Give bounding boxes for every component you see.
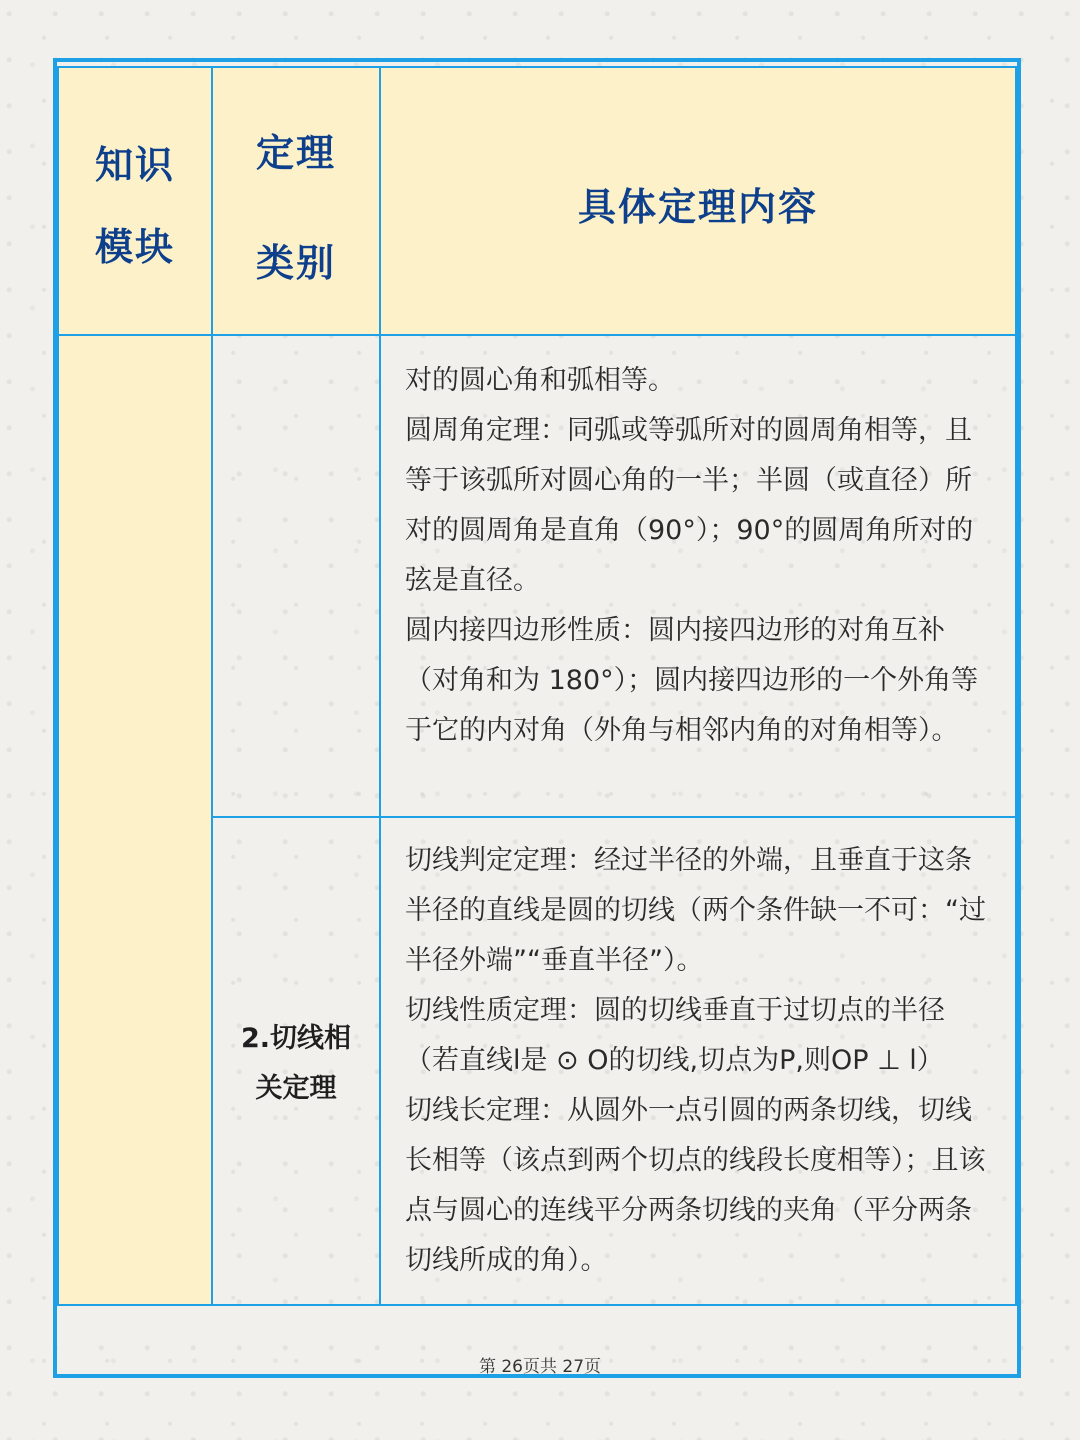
page-number: 第 26页共 27页 [478,1357,602,1377]
row1-paragraph-1: 对的圆心角和弧相等。 [405,365,675,396]
row2-paragraph-3: 切线长定理：从圆外一点引圆的两条切线，切线长相等（该点到两个切点的线段长度相等）；且该点与圆心的连线平分两条切线的夹角（平分两条切线所成的角）。 [405,1095,986,1276]
header-category-line2: 类别 [255,241,336,285]
header-cell-module [57,66,213,336]
header-cell-content [379,66,1017,336]
content-cell-row1 [379,334,1017,818]
header-category-line1: 定理 [255,131,336,175]
module-cell [57,334,213,1306]
row2-category-line1: 2.切线相 [240,1023,352,1054]
content-cell-row2 [379,816,1017,1306]
row2-paragraph-2: 切线性质定理：圆的切线垂直于过切点的半径（若直线l是 ⊙ O的切线,切点为P,则OP ⊥ l） [405,995,945,1076]
row2-content [405,836,993,1286]
theorem-table [57,66,1017,1306]
header-module-line1: 知识 [94,143,175,187]
category-cell-row2 [211,816,381,1306]
header-content-title: 具体定理内容 [577,185,818,229]
header-module-line2: 模块 [94,225,175,269]
row2-category-line2: 关定理 [255,1073,337,1104]
row1-paragraph-2: 圆周角定理：同弧或等弧所对的圆周角相等，且等于该弧所对圆心角的一半；半圆（或直径）所对的圆周角是直角（90°）；90°的圆周角所对的弦是直径。 [405,415,974,596]
row2-paragraph-1: 切线判定定理：经过半径的外端，且垂直于这条半径的直线是圆的切线（两个条件缺一不可：“过半径外端”“垂直半径”）。 [405,845,986,976]
header-cell-category [211,66,381,336]
category-cell-row1 [211,334,381,818]
row1-content [405,356,993,756]
row1-paragraph-3: 圆内接四边形性质：圆内接四边形的对角互补（对角和为 180°）；圆内接四边形的一个外角等于它的内对角（外角与相邻内角的对角相等）。 [405,615,979,746]
